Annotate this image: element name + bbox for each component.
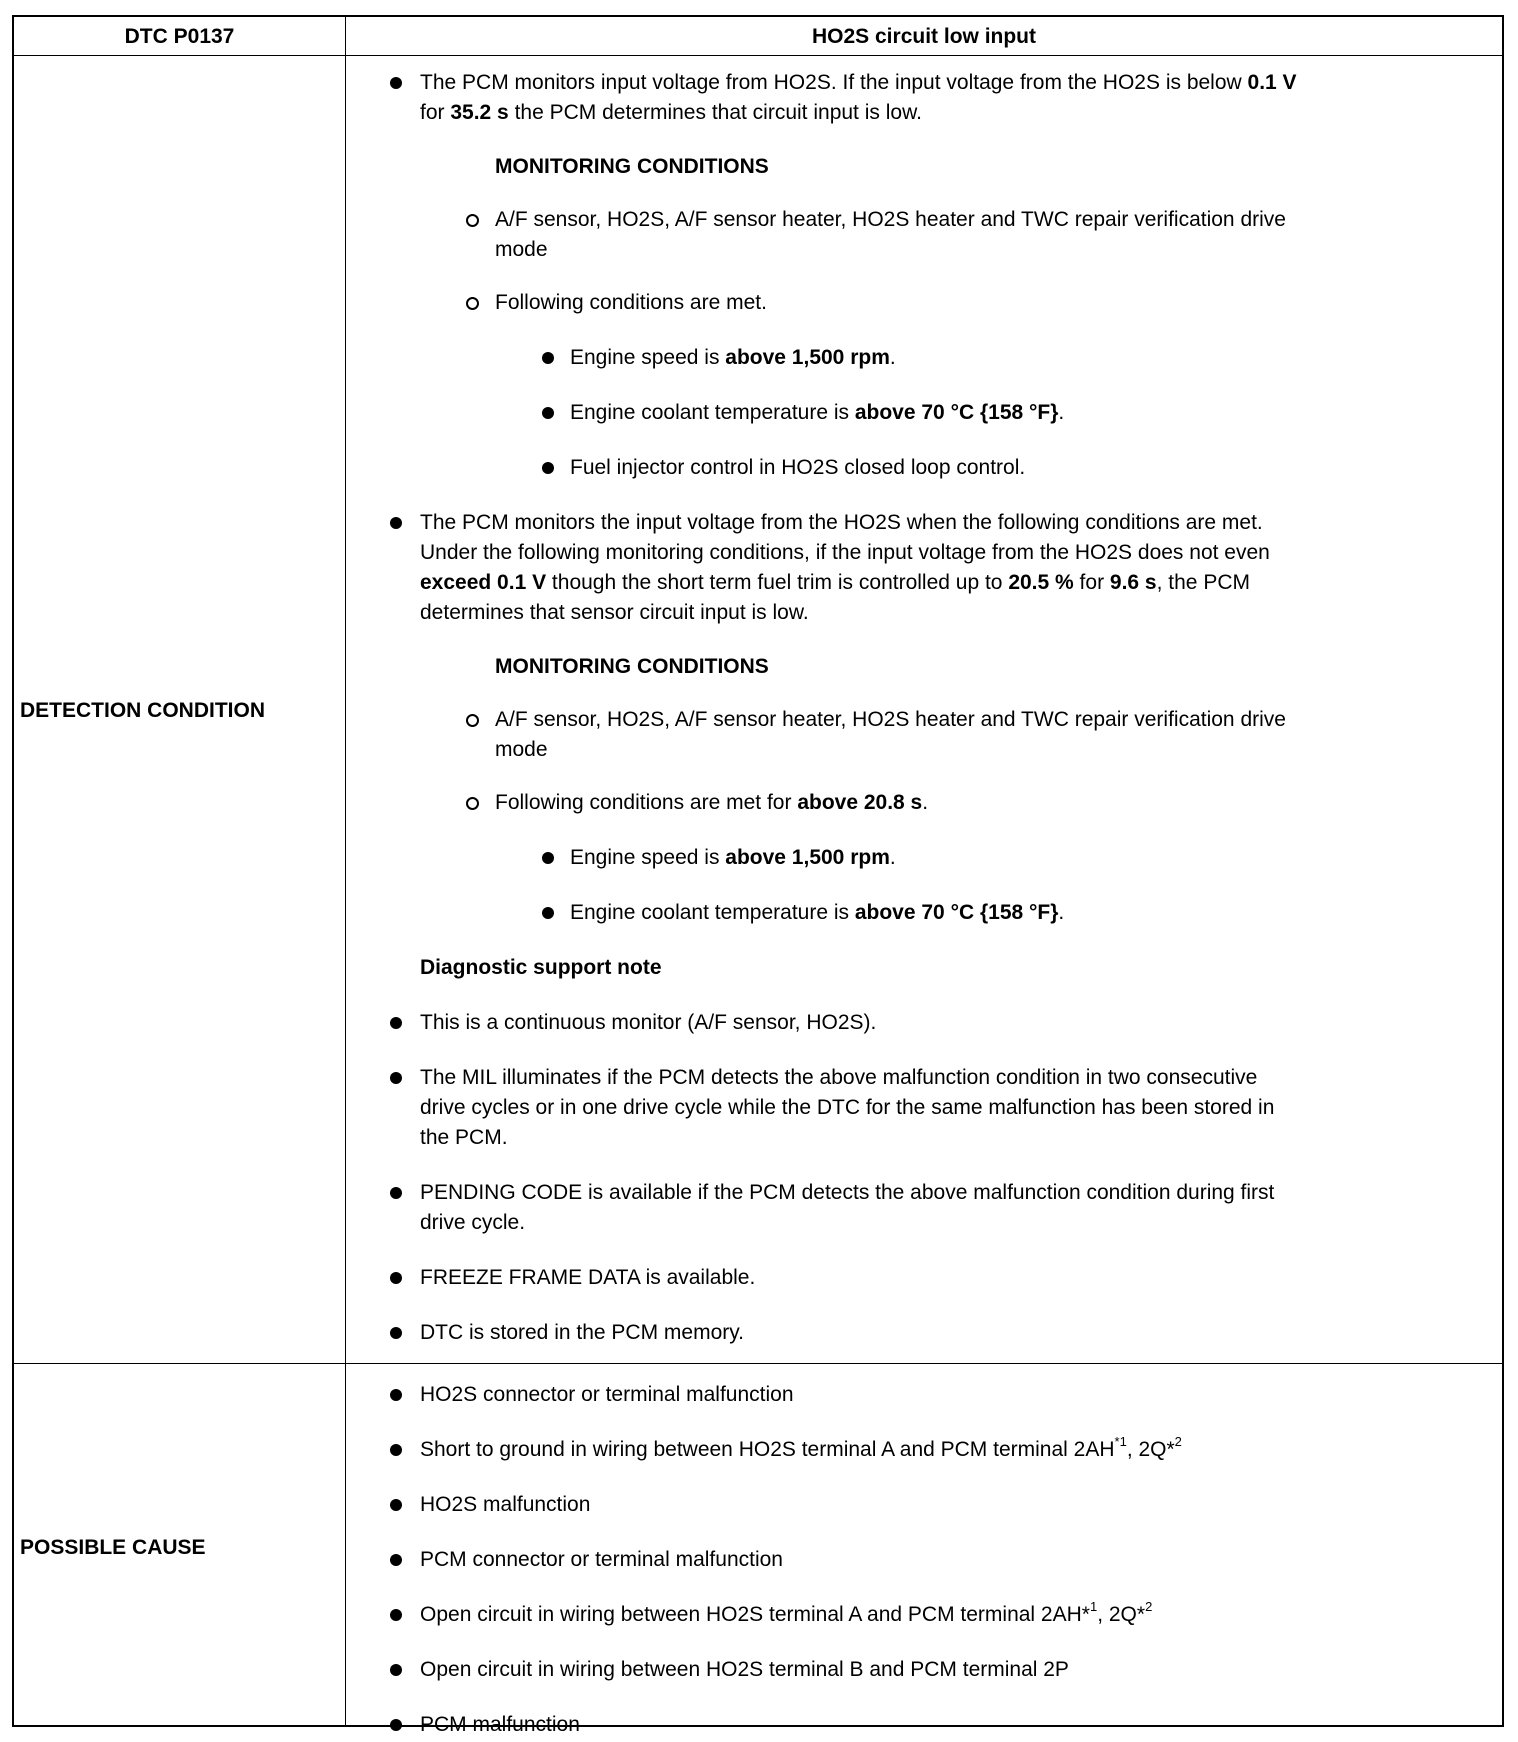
support-note-3-line-2: drive cycle. (420, 1211, 526, 1234)
diagnostic-support-note-heading: Diagnostic support note (420, 956, 662, 979)
detection-bullet-2-line-1: The PCM monitors the input voltage from the HO2S when the following conditions are met. (420, 511, 1263, 534)
support-note-4: FREEZE FRAME DATA is available. (420, 1266, 756, 1289)
bullet-icon (390, 1389, 402, 1401)
monitoring-2-sub-1: Engine speed is above 1,500 rpm. (570, 846, 896, 869)
monitoring-1-condition-1-line-2: mode (495, 238, 548, 261)
monitoring-conditions-heading-1: MONITORING CONDITIONS (495, 155, 769, 178)
monitoring-2-sub-2: Engine coolant temperature is above 70 °C {158 °F}. (570, 901, 1065, 924)
support-note-3-line-1: PENDING CODE is available if the PCM detects the above malfunction condition during first (420, 1181, 1275, 1204)
monitoring-2-condition-2: Following conditions are met for above 20.8 s. (495, 791, 929, 814)
circle-bullet-icon (466, 714, 479, 727)
detection-bullet-2-line-3: exceed 0.1 V though the short term fuel trim is controlled up to 20.5 % for 9.6 s, the PCM (420, 571, 1250, 594)
detection-bullet-1-line-2: for 35.2 s the PCM determines that circuit input is low. (420, 101, 922, 124)
detection-condition-label: DETECTION CONDITION (20, 699, 265, 722)
detection-bullet-2-line-2: Under the following monitoring conditions, if the input voltage from the HO2S does not even (420, 541, 1270, 564)
bullet-icon (542, 852, 554, 864)
support-note-2-line-2: drive cycles or in one drive cycle while the DTC for the same malfunction has been stored in (420, 1096, 1275, 1119)
cause-6: Open circuit in wiring between HO2S terminal B and PCM terminal 2P (420, 1658, 1069, 1681)
bullet-icon (390, 1072, 402, 1084)
circle-bullet-icon (466, 297, 479, 310)
cause-1: HO2S connector or terminal malfunction (420, 1383, 794, 1406)
support-note-2-line-1: The MIL illuminates if the PCM detects the above malfunction condition in two consecutive (420, 1066, 1258, 1089)
monitoring-1-condition-2: Following conditions are met. (495, 291, 767, 314)
bullet-icon (390, 1609, 402, 1621)
bullet-icon (390, 1499, 402, 1511)
monitoring-1-sub-2: Engine coolant temperature is above 70 °C {158 °F}. (570, 401, 1065, 424)
monitoring-2-condition-1-line-1: A/F sensor, HO2S, A/F sensor heater, HO2S heater and TWC repair verification drive (495, 708, 1286, 731)
monitoring-1-sub-1: Engine speed is above 1,500 rpm. (570, 346, 896, 369)
bullet-icon (390, 1664, 402, 1676)
dtc-code-header: DTC P0137 (124, 25, 235, 48)
bullet-icon (390, 1327, 402, 1339)
bullet-icon (390, 77, 402, 89)
cause-7: PCM malfunction (420, 1713, 580, 1736)
monitoring-1-sub-3: Fuel injector control in HO2S closed loop control. (570, 456, 1026, 479)
circle-bullet-icon (466, 797, 479, 810)
bullet-icon (390, 1719, 402, 1731)
bullet-icon (390, 1017, 402, 1029)
cause-3: HO2S malfunction (420, 1493, 591, 1516)
support-note-5: DTC is stored in the PCM memory. (420, 1321, 745, 1344)
column-divider (345, 17, 346, 1725)
monitoring-conditions-heading-2: MONITORING CONDITIONS (495, 655, 769, 678)
section-divider (14, 1363, 1502, 1364)
dtc-title-header: HO2S circuit low input (811, 25, 1037, 48)
support-note-1: This is a continuous monitor (A/F sensor, HO2S). (420, 1011, 877, 1034)
detection-bullet-2-line-4: determines that sensor circuit input is low. (420, 601, 809, 624)
monitoring-2-condition-1-line-2: mode (495, 738, 548, 761)
bullet-icon (390, 517, 402, 529)
cause-5: Open circuit in wiring between HO2S terminal A and PCM terminal 2AH*$^1$, 2Q*$^2$ (420, 1599, 1153, 1626)
bullet-icon (542, 462, 554, 474)
bullet-icon (390, 1187, 402, 1199)
bullet-icon (390, 1272, 402, 1284)
cause-2: Short to ground in wiring between HO2S terminal A and PCM terminal 2AH$^{*1}$, 2Q*$^2$ (420, 1434, 1182, 1461)
circle-bullet-icon (466, 214, 479, 227)
detection-bullet-1-line-1: The PCM monitors input voltage from HO2S. If the input voltage from the HO2S is below 0.1 V (420, 71, 1297, 94)
bullet-icon (390, 1554, 402, 1566)
bullet-icon (542, 907, 554, 919)
bullet-icon (542, 352, 554, 364)
cause-4: PCM connector or terminal malfunction (420, 1548, 783, 1571)
possible-cause-label: POSSIBLE CAUSE (20, 1536, 206, 1559)
bullet-icon (542, 407, 554, 419)
support-note-2-line-3: the PCM. (420, 1126, 508, 1149)
monitoring-1-condition-1-line-1: A/F sensor, HO2S, A/F sensor heater, HO2S heater and TWC repair verification drive (495, 208, 1286, 231)
bullet-icon (390, 1444, 402, 1456)
